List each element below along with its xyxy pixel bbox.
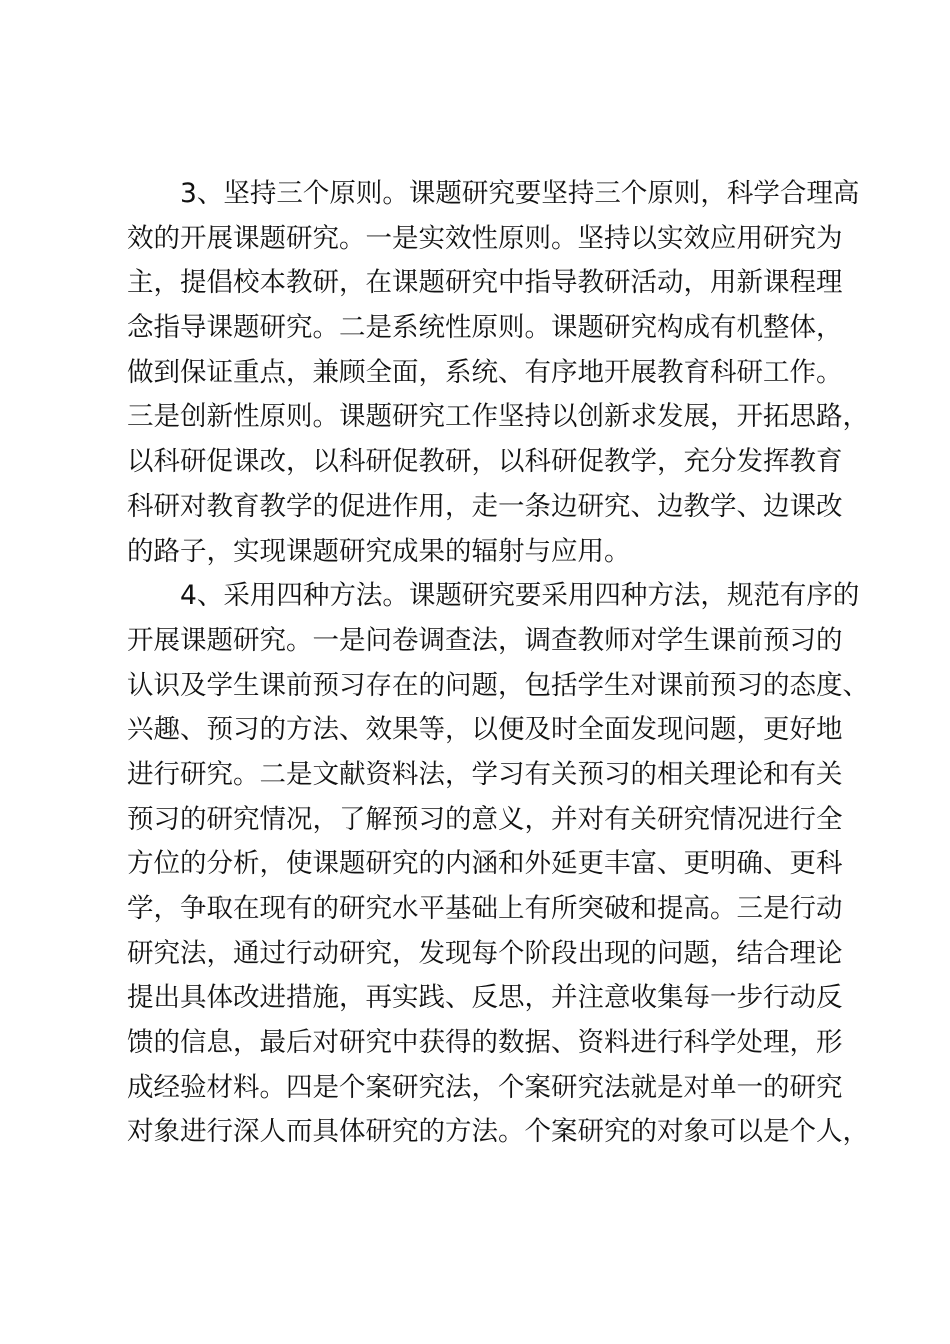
- paragraph-principles-line: 三是创新性原则。课题研究工作坚持以创新求发展，开拓思路，: [127, 401, 869, 433]
- paragraph-methods-line: 认识及学生课前预习存在的问题，包括学生对课前预习的态度、: [127, 669, 869, 701]
- paragraph-principles-line: 效的开展课题研究。一是实效性原则。坚持以实效应用研究为: [127, 222, 843, 254]
- paragraph-principles-line: 以科研促课改，以科研促教研，以科研促教学，充分发挥教育: [127, 446, 843, 478]
- paragraph-principles-line: 的路子，实现课题研究成果的辐射与应用。: [127, 535, 631, 567]
- paragraph-methods-line: 预习的研究情况，了解预习的意义，并对有关研究情况进行全: [127, 803, 843, 835]
- paragraph-methods-line: 4、采用四种方法。课题研究要采用四种方法，规范有序的: [180, 580, 860, 612]
- paragraph-methods-line: 学，争取在现有的研究水平基础上有所突破和提高。三是行动: [127, 893, 843, 924]
- paragraph-methods-line: 成经验材料。四是个案研究法，个案研究法就是对单一的研究: [127, 1071, 843, 1103]
- paragraph-principles-line: 念指导课题研究。二是系统性原则。课题研究构成有机整体，: [127, 312, 843, 344]
- paragraph-methods-line: 馈的信息，最后对研究中获得的数据、资料进行科学处理，形: [127, 1027, 843, 1059]
- paragraph-methods-line: 进行研究。二是文献资料法，学习有关预习的相关理论和有关: [127, 758, 843, 790]
- paragraph-methods-line: 开展课题研究。一是问卷调查法，调查教师对学生课前预习的: [127, 624, 843, 656]
- paragraph-methods-line: 研究法，通过行动研究，发现每个阶段出现的问题，结合理论: [127, 937, 843, 969]
- paragraph-methods-line: 方位的分析，使课题研究的内涵和外延更丰富、更明确、更科: [127, 848, 843, 880]
- paragraph-principles-line: 科研对教育教学的促进作用，走一条边研究、边教学、边课改: [127, 490, 843, 522]
- body-text: [127, 172, 869, 1155]
- paragraph-principles-line: 做到保证重点，兼顾全面，系统、有序地开展教育科研工作。: [127, 356, 843, 388]
- paragraph-methods-line: 提出具体改进措施，再实践、反思，并注意收集每一步行动反: [127, 982, 843, 1014]
- paragraph-principles-line: 主，提倡校本教研，在课题研究中指导教研活动，用新课程理: [127, 267, 843, 299]
- paragraph-methods-line: 兴趣、预习的方法、效果等，以便及时全面发现问题，更好地: [127, 714, 843, 746]
- paragraph-principles-line: 3、坚持三个原则。课题研究要坚持三个原则，科学合理高: [180, 178, 860, 209]
- paragraph-methods-line: 对象进行深人而具体研究的方法。个案研究的对象可以是个人，: [127, 1116, 869, 1148]
